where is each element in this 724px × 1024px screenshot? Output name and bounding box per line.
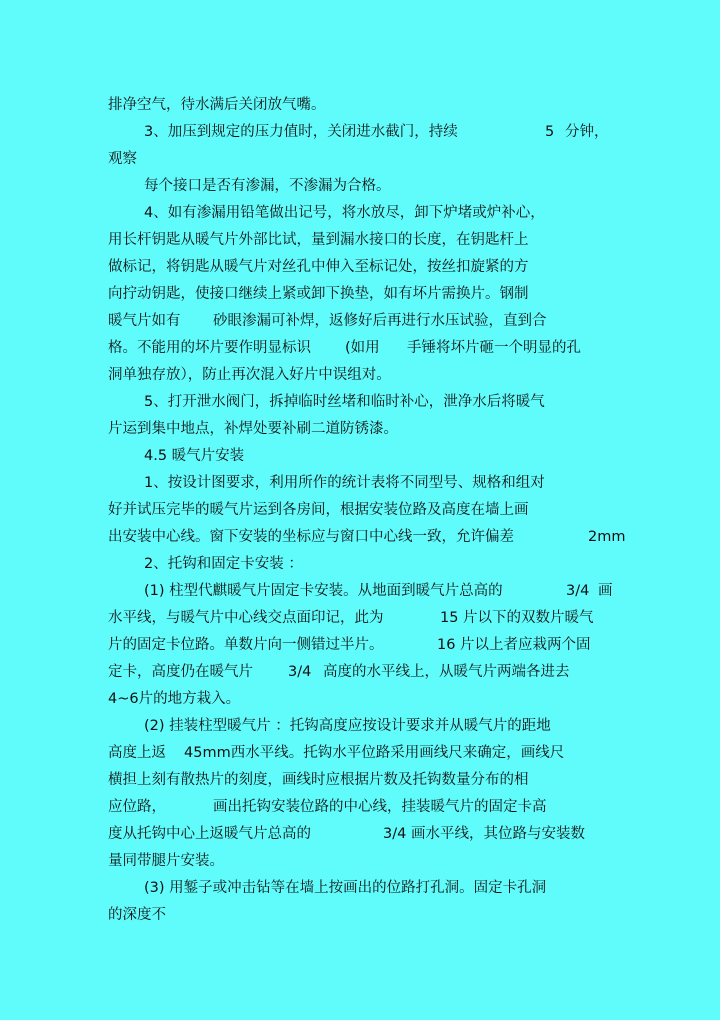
text-line: (如用 — [345, 340, 380, 356]
section-heading: 4.5 暖气片安装 — [144, 448, 245, 464]
text-line: 砂眼渗漏可补焊，返修好后再进行水压试验，直到合 — [213, 313, 547, 329]
text-line: 手锤将坏片砸一个明显的孔 — [407, 340, 581, 356]
text-line: 观察 — [108, 151, 137, 167]
text-line: (3) 用錾子或冲击钻等在墙上按画出的位路打孔洞。固定卡孔洞 — [144, 880, 547, 896]
text-line: 片运到集中地点，补焊处要补刷二道防锈漆。 — [108, 421, 398, 437]
text-line: 5 — [545, 124, 555, 140]
text-line: 应位路， — [108, 799, 166, 815]
text-line: 分钟， — [565, 124, 609, 140]
text-line: 洞单独存放），防止再次混入好片中误组对。 — [108, 367, 391, 383]
text-line: 用长杆钥匙从暖气片外部比试，量到漏水接口的长度，在钥匙杆上 — [108, 232, 529, 248]
text-line: 3、加压到规定的压力值时，关闭进水截门，持续 — [144, 124, 458, 140]
text-line: (1) 柱型代麒暖气片固定卡安装。从地面到暖气片总高的 — [144, 583, 503, 599]
text-line: 2mm — [588, 529, 626, 545]
text-line: 高度上返 — [108, 745, 166, 761]
text-line: 3/4 — [288, 664, 312, 680]
text-line: 15 片以下的双数片暖气 — [440, 610, 594, 626]
text-line: 做标记，将钥匙从暖气片对丝孔中伸入至标记处，按丝扣旋紧的方 — [108, 259, 529, 275]
text-line: 暖气片如有 — [108, 313, 181, 329]
text-line: 横担上刻有散热片的刻度，画线时应根据片数及托钩数量分布的相 — [108, 772, 529, 788]
text-line: 高度的水平线上，从暖气片两端各进去 — [323, 664, 570, 680]
text-line: 画 — [598, 583, 613, 599]
text-line: 16 片以上者应栽两个固 — [437, 637, 591, 653]
text-line: 3/4 画水平线，其位路与安装数 — [383, 826, 585, 842]
text-line: 的深度不 — [108, 907, 166, 923]
text-line: 片的固定卡位路。单数片向一侧错过半片。 — [108, 637, 384, 653]
text-line: 好并试压完毕的暖气片运到各房间，根据安装位路及高度在墙上画 — [108, 502, 529, 518]
text-line: 3/4 — [566, 583, 590, 599]
text-line: 水平线，与暖气片中心线交点面印记，此为 — [108, 610, 384, 626]
text-line: 量同带腿片安装。 — [108, 853, 224, 869]
text-line: 5、打开泄水阀门，拆掉临时丝堵和临时补心，泄净水后将暖气 — [144, 394, 545, 410]
text-line: 度从托钩中心上返暖气片总高的 — [108, 826, 311, 842]
text-line: 4~6片的地方栽入。 — [108, 691, 241, 707]
text-line: (2) 挂装柱型暖气片 ：托钩高度应按设计要求并从暖气片的距地 — [144, 718, 551, 734]
text-line: 定卡，高度仍在暖气片 — [108, 664, 253, 680]
text-line: 向拧动钥匙，使接口继续上紧或卸下换垫，如有坏片需换片。钢制 — [108, 286, 529, 302]
text-line: 每个接口是否有渗漏，不渗漏为合格。 — [144, 178, 391, 194]
text-line: 出安装中心线。窗下安装的坐标应与窗口中心线一致，允许偏差 — [108, 529, 514, 545]
text-line: 1、按设计图要求，利用所作的统计表将不同型号、规格和组对 — [144, 475, 545, 491]
text-line: 4、如有渗漏用铅笔做出记号，将水放尽，卸下炉堵或炉补心， — [144, 205, 545, 221]
text-line: 45mm西水平线。托钩水平位路采用画线尺来确定，画线尺 — [184, 745, 565, 761]
text-line: 格。不能用的坏片要作明显标识 — [108, 340, 311, 356]
text-line: 2、托钩和固定卡安装 ： — [144, 556, 303, 572]
text-line: 排净空气，待水满后关闭放气嘴。 — [108, 97, 326, 113]
text-line: 画出托钩安装位路的中心线，挂装暖气片的固定卡高 — [213, 799, 547, 815]
